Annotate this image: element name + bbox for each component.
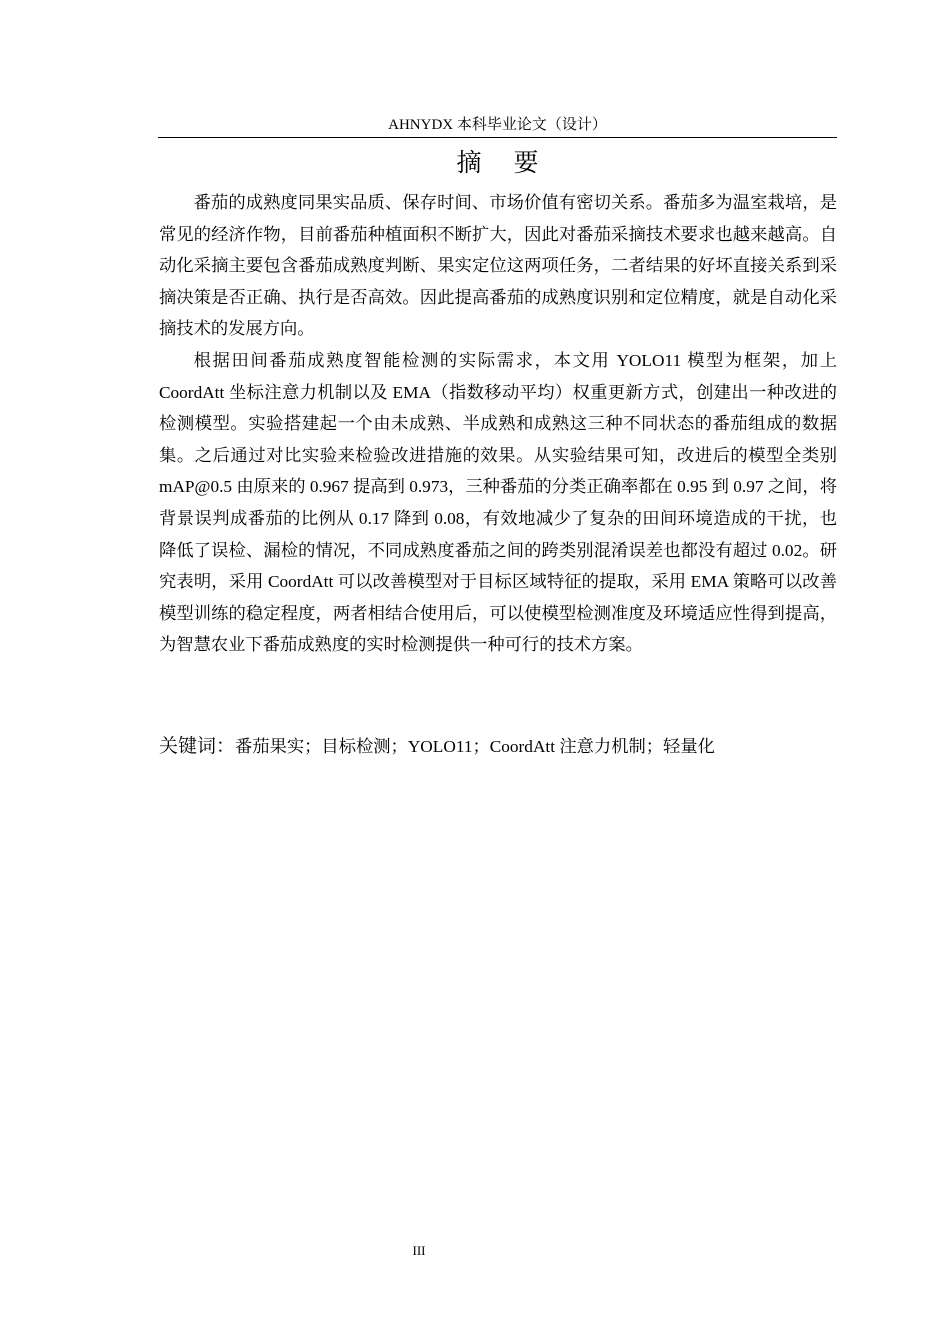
keywords-text: 番茄果实；目标检测；YOLO11；CoordAtt 注意力机制；轻量化 <box>235 737 715 756</box>
abstract-body <box>159 187 837 661</box>
keywords-label: 关键词： <box>159 735 236 757</box>
abstract-paragraph: 根据田间番茄成熟度智能检测的实际需求，本文用 YOLO11 模型为框架，加上 CoordAtt 坐标注意力机制以及 EMA（指数移动平均）权重更新方式，创建出一种改进的检测模型。实验搭建起一个由未成熟、半成熟和成熟这三种不同状态的番茄组成的数据集。之后通过对比实验来检验改进措施的效果。从实验结果可知，改进后的模型全类别 mAP@0.5 由原来的 0.967 提高到 0.973，三种番茄的分类正确率都在 0.95 到 0.97 之间，将背景误判成番茄的比例从 0.17 降到 0.08，有效地减少了复杂的田间环境造成的干扰，也降低了误检、漏检的情况，不同成熟度番茄之间的跨类别混淆误差也都没有超过 0.02。研究表明，采用 CoordAtt 可以改善模型对于目标区域特征的提取，采用 EMA 策略可以改善模型训练的稳定程度，两者相结合使用后，可以使模型检测准度及环境适应性得到提高，为智慧农业下番茄成熟度的实时检测提供一种可行的技术方案。 <box>159 350 837 655</box>
abstract-title: 摘 要 <box>456 148 551 177</box>
keywords-line <box>159 731 837 762</box>
running-header: AHNYDX 本科毕业论文（设计） <box>388 117 607 133</box>
abstract-paragraph: 番茄的成熟度同果实品质、保存时间、市场价值有密切关系。番茄多为温室栽培，是常见的经济作物，目前番茄种植面积不断扩大，因此对番茄采摘技术要求也越来越高。自动化采摘主要包含番茄成熟度判断、果实定位这两项任务，二者结果的好坏直接关系到采摘决策是否正确、执行是否高效。因此提高番茄的成熟度识别和定位精度，就是自动化采摘技术的发展方向。 <box>159 193 837 339</box>
header-rule <box>158 137 837 138</box>
page-number: III <box>412 1243 426 1258</box>
